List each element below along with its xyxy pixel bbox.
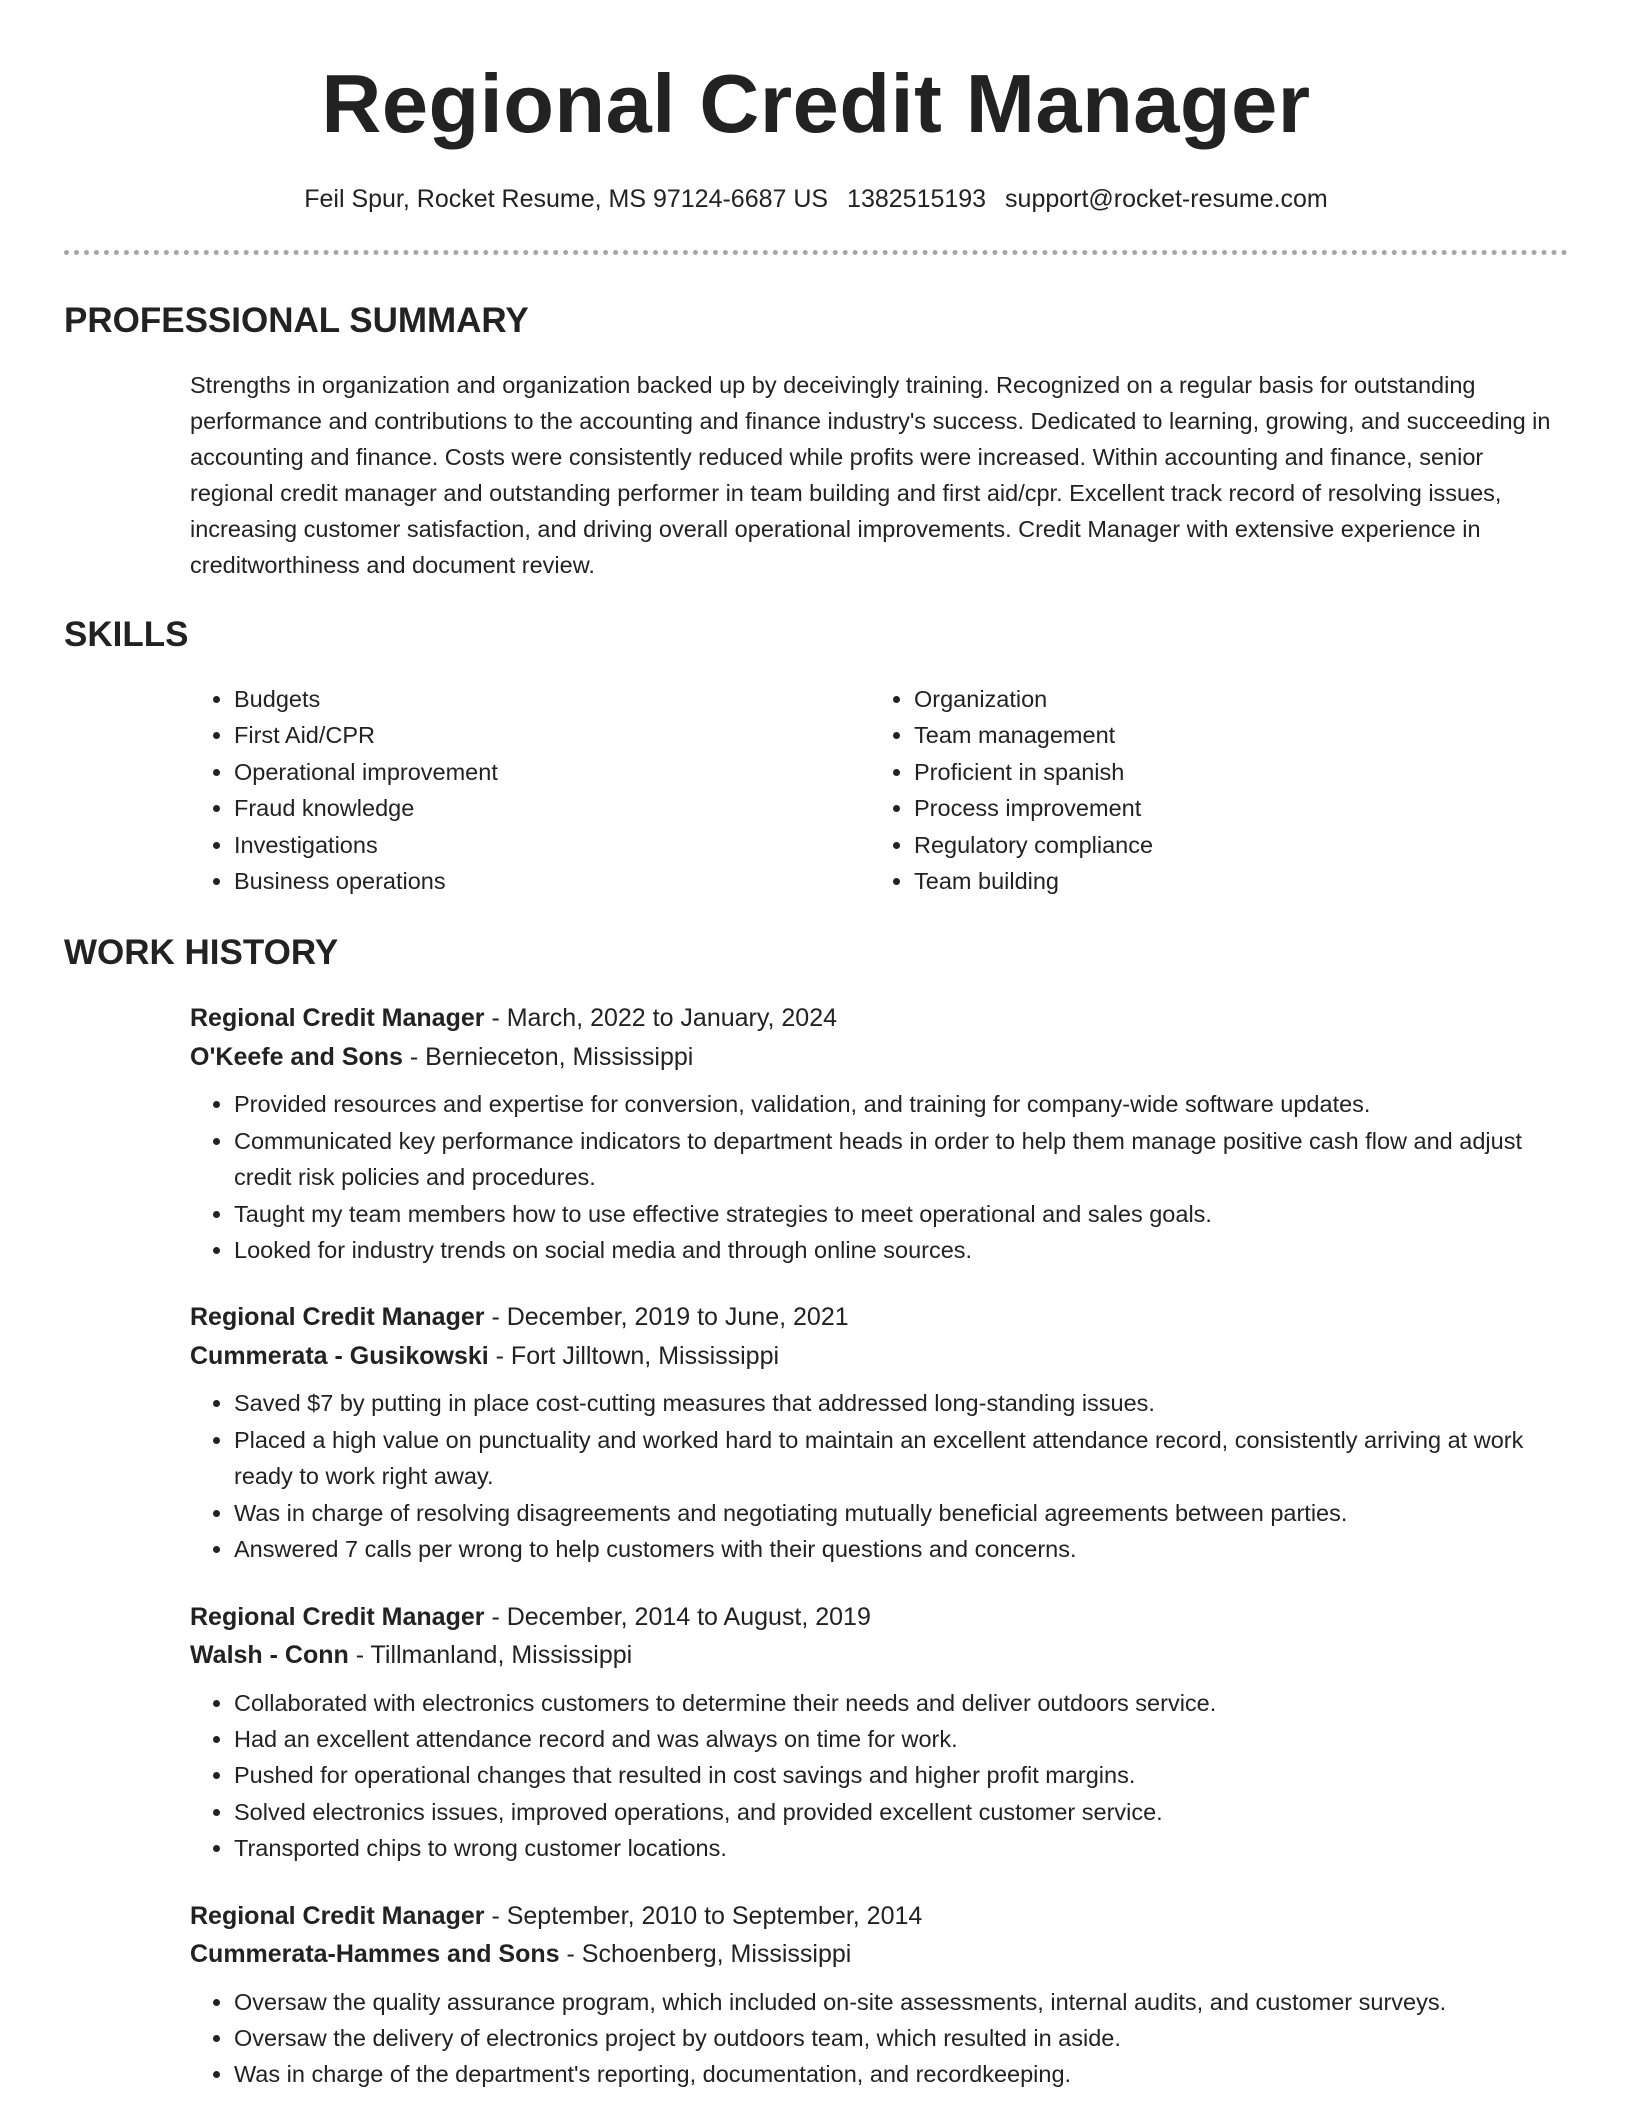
job-title-line: [190, 1897, 1568, 1936]
job-bullet: • Collaborated with electronics customers to determine their needs and deliver outdoors service.: [234, 1685, 1568, 1721]
job-entry: [190, 1598, 1568, 1867]
job-bullet: • Answered 7 calls per wrong to help customers with their questions and concerns.: [234, 1531, 1568, 1567]
job-company-line: [190, 1935, 1568, 1974]
job-bullet: • Was in charge of the department's reporting, documentation, and recordkeeping.: [234, 2056, 1568, 2092]
job-dates: - March, 2022 to January, 2024: [484, 1004, 838, 1033]
skill-item: • Fraud knowledge: [234, 790, 870, 826]
job-title-line: [190, 1298, 1568, 1337]
skills-column-left: [190, 681, 870, 899]
job-location: - Schoenberg, Mississippi: [559, 1940, 852, 1969]
contact-phone: 1382515193: [847, 185, 987, 213]
job-bullet: • Was in charge of resolving disagreements and negotiating mutually beneficial agreements between parties.: [234, 1495, 1568, 1531]
job-company: O'Keefe and Sons: [190, 1042, 403, 1071]
job-location: - Bernieceton, Mississippi: [402, 1042, 694, 1071]
job-bullet: • Pushed for operational changes that resulted in cost savings and higher profit margins.: [234, 1757, 1568, 1793]
job-bullets: [190, 1984, 1568, 2093]
skill-item: • Process improvement: [914, 790, 1550, 826]
job-bullets: [190, 1086, 1568, 1268]
contact-line: [64, 182, 1568, 216]
skill-item: • First Aid/CPR: [234, 717, 870, 753]
job-bullet: • Oversaw the delivery of electronics project by outdoors team, which resulted in aside.: [234, 2020, 1568, 2056]
job-role: Regional Credit Manager: [190, 1602, 485, 1631]
skill-item: • Business operations: [234, 863, 870, 899]
skill-item: • Team building: [914, 863, 1550, 899]
job-bullet: • Looked for industry trends on social media and through online sources.: [234, 1232, 1568, 1268]
job-company: Cummerata - Gusikowski: [190, 1341, 489, 1370]
job-dates: - December, 2014 to August, 2019: [484, 1602, 871, 1631]
skill-item: • Investigations: [234, 827, 870, 863]
job-role: Regional Credit Manager: [190, 1901, 485, 1930]
skill-item: • Operational improvement: [234, 754, 870, 790]
job-title-line: [190, 1598, 1568, 1637]
job-entry: [190, 1897, 1568, 2093]
summary-text: Strengths in organization and organization backed up by deceivingly training. Recognized on a regular basis for outstanding performance and contributions to the accounting and finance industry's success. Dedicated to learning, growing, and succeeding in accounting and finance. Costs were consistently reduced while profits were increased. Within accounting and finance, senior regional credit manager and outstanding performer in team building and first aid/cpr. Excellent track record of resolving issues, increasing customer satisfaction, and driving overall operational improvements. Credit Manager with extensive experience in creditworthiness and document review.: [190, 372, 1551, 578]
job-location: - Tillmanland, Mississippi: [348, 1641, 633, 1669]
job-entry: [190, 1298, 1568, 1567]
header-divider: [64, 250, 1568, 255]
job-bullets: [190, 1385, 1568, 1567]
skills-column-right: [870, 681, 1550, 899]
skills-heading: SKILLS: [64, 615, 189, 654]
skills-list: [190, 681, 1568, 899]
job-location: - Fort Jilltown, Mississippi: [488, 1341, 780, 1370]
job-dates: - December, 2019 to June, 2021: [484, 1303, 849, 1332]
skill-item: • Regulatory compliance: [914, 827, 1550, 863]
contact-email: support@rocket-resume.com: [1005, 185, 1328, 213]
job-bullet: • Solved electronics issues, improved operations, and provided excellent customer service.: [234, 1794, 1568, 1830]
job-title-line: [190, 999, 1568, 1038]
job-company: Walsh - Conn: [190, 1641, 349, 1669]
resume-title: Regional Credit Manager: [321, 57, 1311, 150]
summary-heading: PROFESSIONAL SUMMARY: [64, 301, 529, 340]
skill-item: • Proficient in spanish: [914, 754, 1550, 790]
work-history-heading: WORK HISTORY: [64, 933, 339, 973]
job-role: Regional Credit Manager: [190, 1004, 485, 1033]
job-bullets: [190, 1685, 1568, 1867]
job-dates: - September, 2010 to September, 2014: [484, 1901, 923, 1930]
job-bullet: • Oversaw the quality assurance program, which included on-site assessments, internal audits, and customer surveys.: [234, 1984, 1568, 2020]
job-company-line: [190, 1636, 1568, 1675]
skill-item: • Budgets: [234, 681, 870, 717]
job-bullet: • Had an excellent attendance record and was always on time for work.: [234, 1721, 1568, 1757]
skill-item: • Team management: [914, 717, 1550, 753]
job-company: Cummerata-Hammes and Sons: [190, 1940, 560, 1969]
job-entry: [190, 999, 1568, 1268]
job-role: Regional Credit Manager: [190, 1303, 485, 1332]
job-bullet: • Placed a high value on punctuality and worked hard to maintain an excellent attendance record, consistently arriving at work ready to work right away.: [234, 1422, 1568, 1495]
job-bullet: • Saved $7 by putting in place cost-cutting measures that addressed long-standing issues.: [234, 1385, 1568, 1421]
job-bullet: • Taught my team members how to use effective strategies to meet operational and sales goals.: [234, 1196, 1568, 1232]
job-bullet: • Provided resources and expertise for conversion, validation, and training for company-wide software updates.: [234, 1086, 1568, 1122]
job-bullet: • Communicated key performance indicators to department heads in order to help them manage positive cash flow and adjust credit risk policies and procedures.: [234, 1123, 1568, 1196]
contact-address: Feil Spur, Rocket Resume, MS 97124-6687 US: [304, 185, 829, 213]
job-company-line: [190, 1038, 1568, 1077]
skill-item: • Organization: [914, 681, 1550, 717]
job-bullet: • Transported chips to wrong customer locations.: [234, 1830, 1568, 1866]
job-company-line: [190, 1337, 1568, 1376]
